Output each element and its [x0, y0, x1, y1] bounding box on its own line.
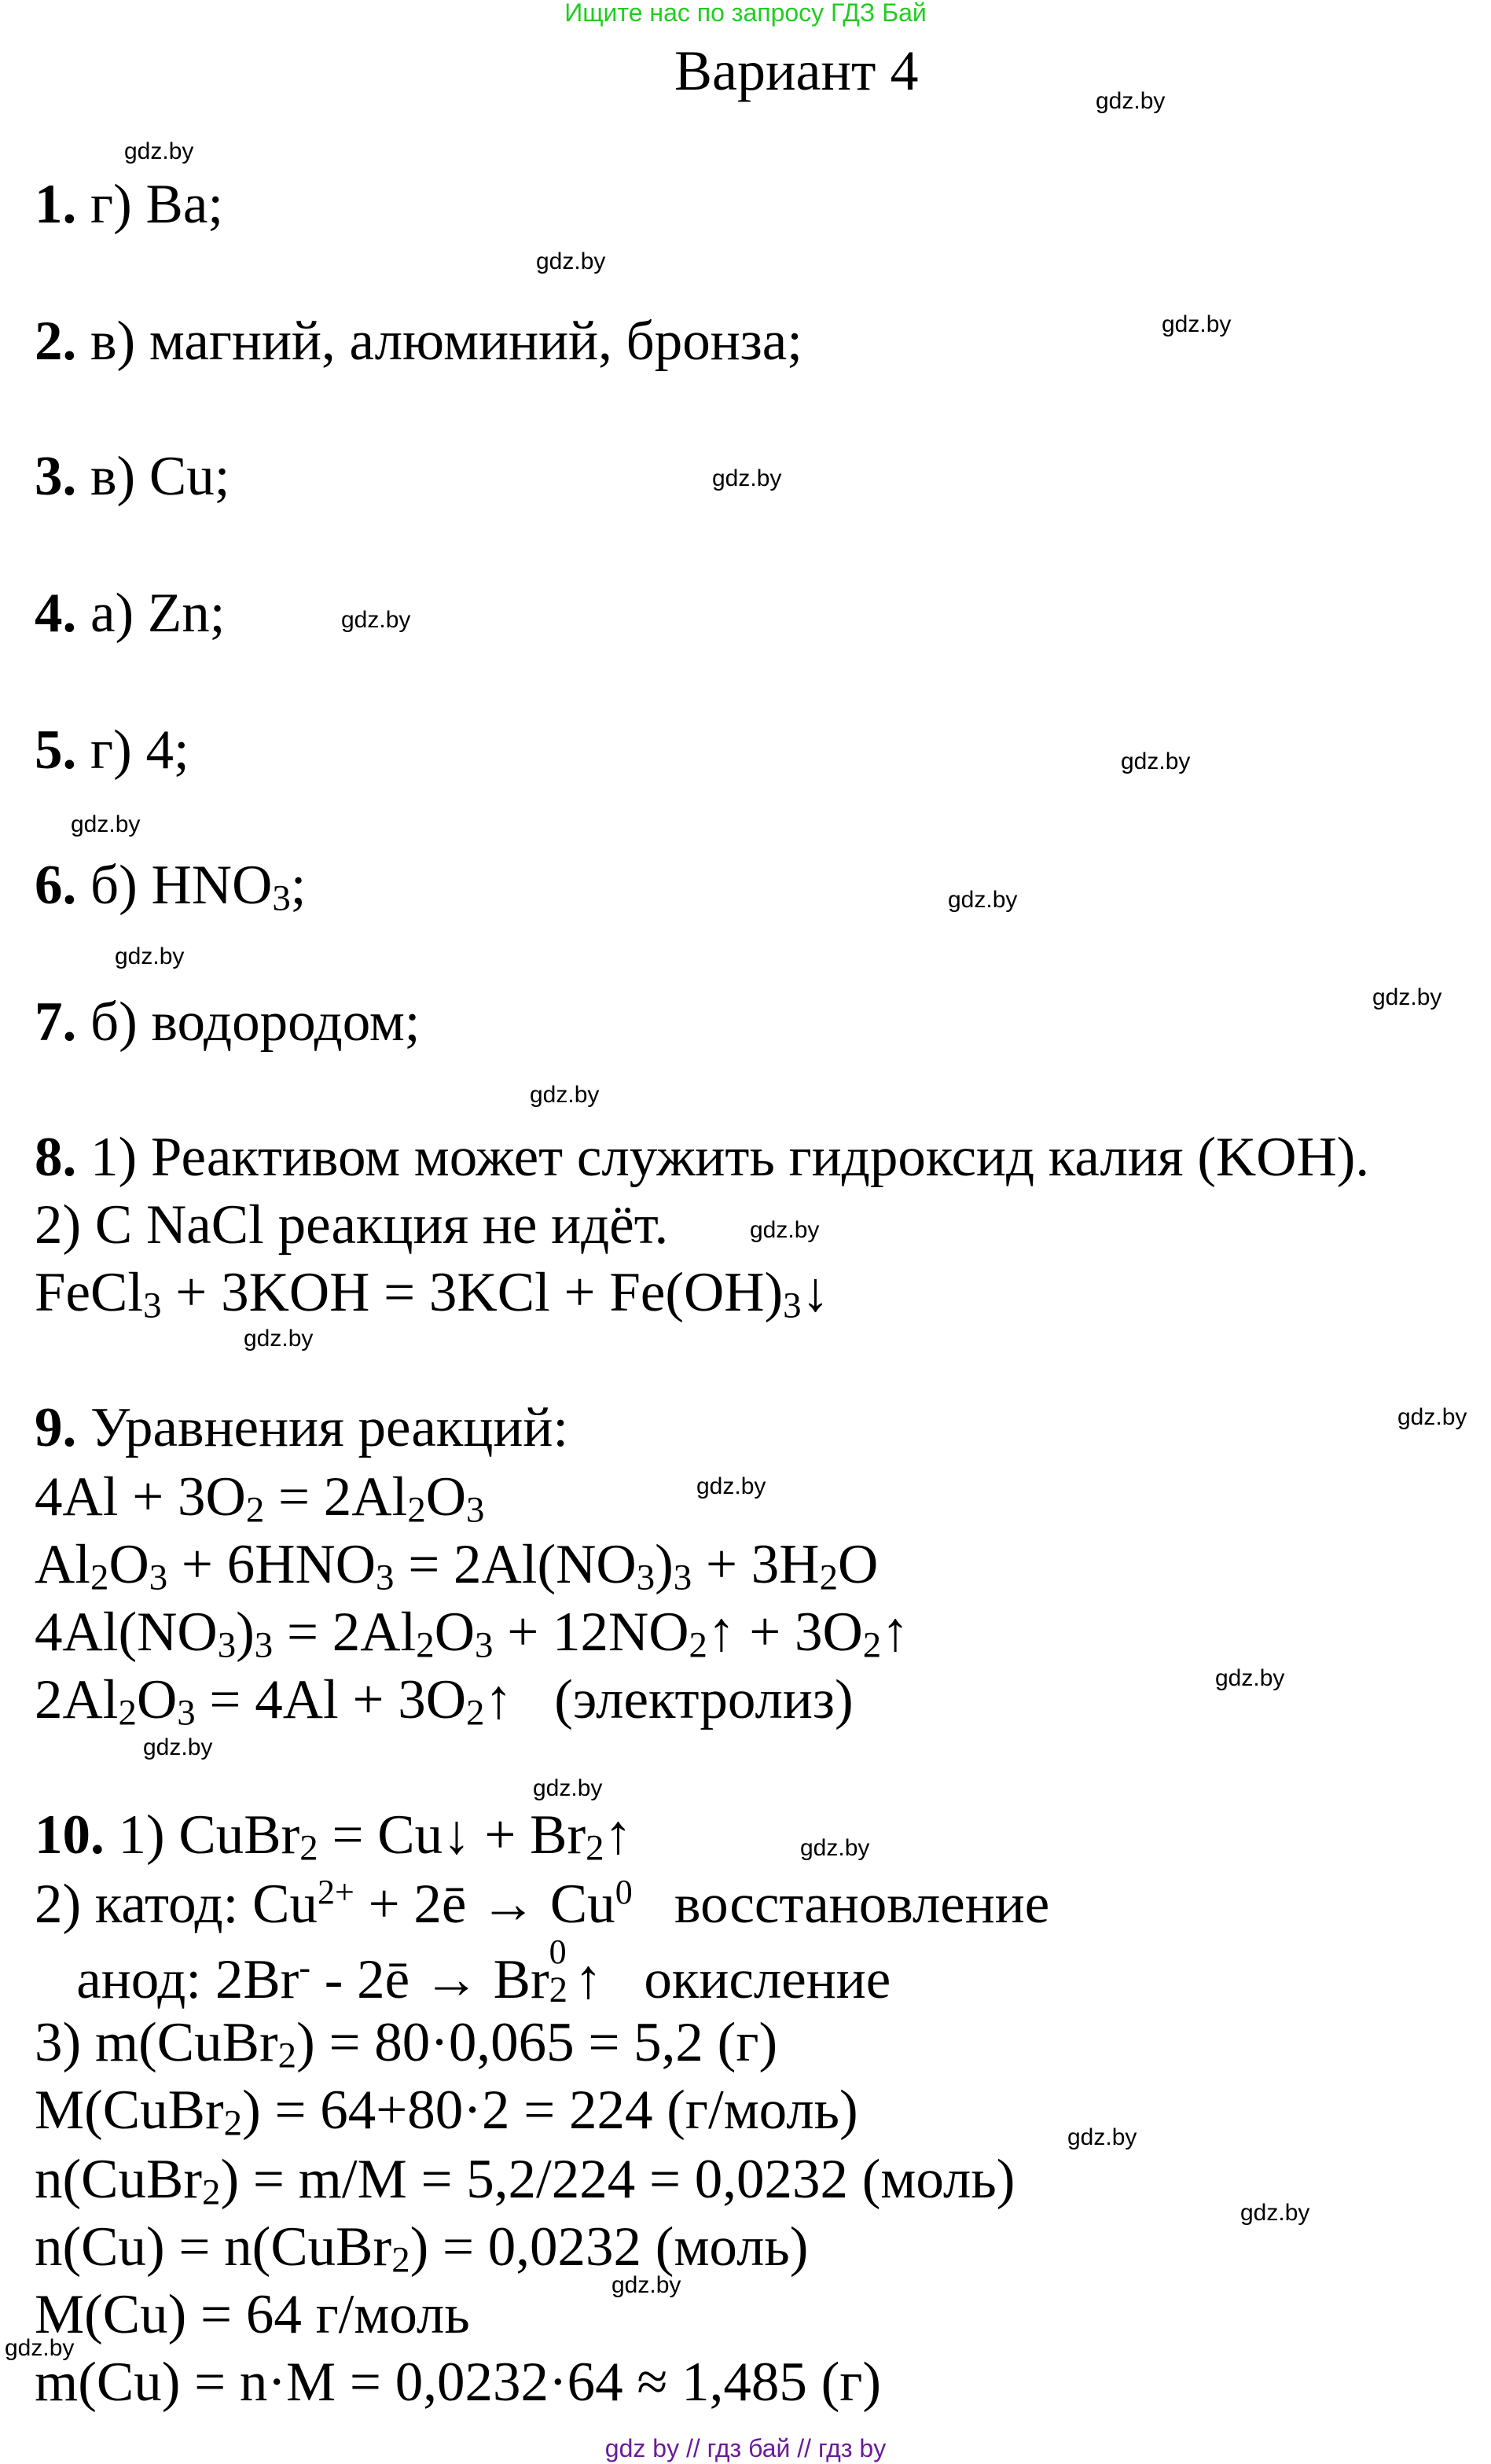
index-text: 3: [149, 1557, 168, 1598]
index-text: 3: [143, 1285, 162, 1326]
answer-line: [35, 2351, 881, 2414]
answer-text: O: [838, 1534, 879, 1595]
watermark-text: gdz.by: [1372, 984, 1442, 1010]
index-text: 2: [689, 1624, 707, 1666]
answer-number: 3.: [35, 446, 77, 507]
index-text: [549, 1933, 575, 2011]
answer-text: - 2ē → Br: [310, 1949, 549, 2010]
answer-text: = 4Al + 3O: [195, 1669, 467, 1730]
index-text: 0: [549, 1933, 567, 1972]
answer-text: в) Cu;: [76, 446, 230, 507]
index-text: 2: [586, 1827, 604, 1869]
index-text: 0: [615, 1872, 633, 1911]
answer-line: [35, 445, 230, 508]
search-banner[interactable]: Ищите нас по запросу ГДЗ Бай: [564, 0, 927, 27]
answer-text: + 3H: [692, 1534, 820, 1595]
index-text: 3: [466, 1489, 485, 1531]
answer-text: ): [236, 1602, 255, 1663]
answer-line: [35, 2079, 858, 2142]
answer-text: = 2Al(NO: [394, 1534, 637, 1595]
answer-number: 9.: [35, 1397, 77, 1458]
answer-text: ) = 64+80·2 = 224 (г/моль): [242, 2080, 858, 2141]
answer-number: 10.: [35, 1804, 105, 1866]
answer-text: ↓: [801, 1262, 830, 1323]
answer-line: [35, 1533, 878, 1596]
index-text: 3: [783, 1285, 802, 1326]
answer-text: O: [425, 1466, 467, 1528]
answer-line: [35, 854, 307, 917]
watermark-text: gdz.by: [750, 1217, 820, 1243]
answer-line: [35, 1804, 633, 1869]
answer-text: O: [136, 1669, 178, 1730]
answer-line: [35, 1396, 568, 1459]
answer-line: [35, 719, 189, 781]
watermark-text: gdz.by: [536, 248, 606, 274]
index-text: 2: [277, 2035, 297, 2076]
answer-text: + 12NO: [493, 1602, 689, 1663]
watermark-text: gdz.by: [696, 1473, 766, 1499]
watermark-text: gdz.by: [1162, 311, 1232, 337]
answer-text: ↑ (электролиз): [484, 1669, 854, 1730]
answer-number: 2.: [35, 311, 77, 372]
index-text: 2+: [318, 1872, 354, 1911]
index-text: 2: [416, 1624, 435, 1666]
index-text: -: [299, 1947, 310, 1987]
answer-text: FeCl: [35, 1262, 144, 1323]
index-text: 2: [299, 1827, 318, 1869]
answer-number: 5.: [35, 719, 77, 781]
answer-text: = 2Al: [264, 1466, 408, 1528]
answer-number: 6.: [35, 855, 77, 916]
watermark-text: gdz.by: [530, 1082, 600, 1108]
answer-text: ↑: [604, 1804, 633, 1866]
answer-number: 8.: [35, 1127, 77, 1188]
answer-text: = Cu↓ + Br: [318, 1804, 586, 1866]
watermark-text: gdz.by: [1240, 2200, 1310, 2226]
answer-line: [35, 1466, 485, 1531]
answer-text: ) = 0,0232 (моль): [409, 2216, 809, 2278]
answer-text: ↑ окисление: [574, 1949, 891, 2010]
answer-text: = 2Al: [273, 1602, 417, 1663]
answer-text: O: [108, 1534, 149, 1595]
answer-line: [35, 1601, 909, 1664]
index-text: 2: [549, 1969, 568, 2011]
answer-text: 2Al: [35, 1669, 119, 1730]
answer-text: ↑ + 3O: [707, 1602, 863, 1663]
answer-line: [35, 2216, 809, 2281]
answer-line: [35, 1261, 829, 1324]
answer-line: [35, 173, 223, 236]
answer-text: в) магний, алюминий, бронза;: [76, 311, 802, 372]
answer-text: ): [655, 1534, 674, 1595]
index-text: 2: [202, 2172, 221, 2213]
index-text: 2: [245, 1489, 265, 1531]
answer-text: ) = m/M = 5,2/224 = 0,0232 (моль): [220, 2149, 1015, 2210]
answer-line: [35, 2148, 1015, 2211]
answer-text: 1) CuBr: [104, 1804, 300, 1866]
index-text: 2: [391, 2239, 410, 2281]
answer-text: 2) катод: Cu: [35, 1874, 318, 1935]
index-text: 3: [376, 1557, 395, 1598]
index-text: 3: [272, 877, 291, 919]
watermark-text: gdz.by: [244, 1326, 314, 1352]
watermark-text: gdz.by: [1215, 1665, 1285, 1691]
index-text: 2: [90, 1557, 109, 1598]
answer-text: 4Al + 3O: [35, 1466, 246, 1528]
watermark-text: gdz.by: [712, 465, 782, 491]
answer-line: [35, 2283, 470, 2346]
answer-line: [35, 991, 420, 1054]
answer-text: n(Cu) = n(CuBr: [35, 2216, 392, 2278]
answer-line: [35, 582, 226, 645]
answer-text: ) = 80·0,065 = 5,2 (г): [296, 2012, 778, 2073]
answer-line: [35, 1873, 1049, 1936]
index-text: 2: [466, 1692, 485, 1734]
index-text: 3: [673, 1557, 692, 1598]
answer-text: г) Ba;: [76, 174, 224, 235]
answer-text: ↑: [881, 1602, 909, 1663]
index-text: 3: [177, 1692, 196, 1734]
watermark-text: gdz.by: [143, 1734, 213, 1760]
answer-text: б) водородом;: [76, 991, 420, 1053]
answer-text: г) 4;: [76, 719, 189, 781]
answer-text: 4Al(NO: [35, 1602, 218, 1663]
watermark-text: gdz.by: [341, 607, 411, 633]
answer-text: б) HNO: [76, 855, 273, 916]
answer-number: 4.: [35, 583, 77, 644]
watermark-text: gdz.by: [948, 887, 1018, 913]
watermark-text: gdz.by: [611, 2272, 681, 2298]
watermark-text: gdz.by: [115, 943, 185, 969]
answer-line: [35, 1126, 1369, 1189]
answer-text: M(Cu) = 64 г/моль: [35, 2284, 470, 2345]
answer-line: [35, 1668, 854, 1734]
answer-text: + 6HNO: [167, 1534, 376, 1595]
answer-text: Al: [35, 1534, 90, 1595]
index-text: 2: [118, 1692, 137, 1734]
answer-text: Уравнения реакций:: [76, 1397, 569, 1458]
answer-text: O: [434, 1602, 475, 1663]
answer-line: [35, 1193, 668, 1256]
watermark-text: gdz.by: [1121, 748, 1191, 774]
answer-text: + 2ē → Cu: [354, 1874, 615, 1935]
answer-text: восстановление: [632, 1874, 1050, 1935]
index-text: 3: [475, 1624, 494, 1666]
index-text: 2: [407, 1489, 426, 1531]
footer-links[interactable]: gdz by // гдз бай // гдз by: [604, 2434, 887, 2462]
index-text: 3: [254, 1624, 274, 1666]
answer-line: [35, 2011, 777, 2074]
answer-text: m(Cu) = n·M = 0,0232·64 ≈ 1,485 (г): [35, 2352, 881, 2413]
watermark-text: gdz.by: [71, 811, 141, 837]
watermark-text: gdz.by: [1397, 1404, 1467, 1430]
answer-text: n(CuBr: [35, 2149, 202, 2210]
watermark-text: gdz.by: [533, 1775, 603, 1801]
answer-text: ;: [290, 855, 307, 916]
answer-text: + 3KOH = 3KCl + Fe(OH): [161, 1262, 784, 1323]
answer-line: [35, 1933, 891, 2011]
watermark-text: gdz.by: [800, 1835, 870, 1861]
watermark-text: gdz.by: [1067, 2124, 1137, 2150]
answer-text: 2) C NaCl реакция не идёт.: [35, 1194, 669, 1256]
watermark-text: gdz.by: [5, 2335, 75, 2361]
page-title: Вариант 4: [674, 39, 919, 102]
answer-number: 7.: [35, 991, 77, 1053]
index-text: 2: [819, 1557, 838, 1598]
answer-text: 1) Реактивом может служить гидроксид калия (KOH).: [76, 1127, 1370, 1188]
answer-text: 3) m(CuBr: [35, 2012, 278, 2073]
answer-text: анод: 2Br: [35, 1949, 299, 2010]
answer-number: 1.: [35, 174, 77, 235]
answer-text: а) Zn;: [76, 583, 226, 644]
answer-text: M(CuBr: [35, 2080, 224, 2141]
watermark-text: gdz.by: [124, 138, 194, 164]
index-text: 3: [636, 1557, 656, 1598]
watermark-text: gdz.by: [1096, 88, 1166, 114]
index-text: 3: [217, 1624, 237, 1666]
index-text: 2: [223, 2102, 243, 2144]
index-text: 2: [862, 1624, 882, 1666]
answer-line: [35, 310, 802, 373]
